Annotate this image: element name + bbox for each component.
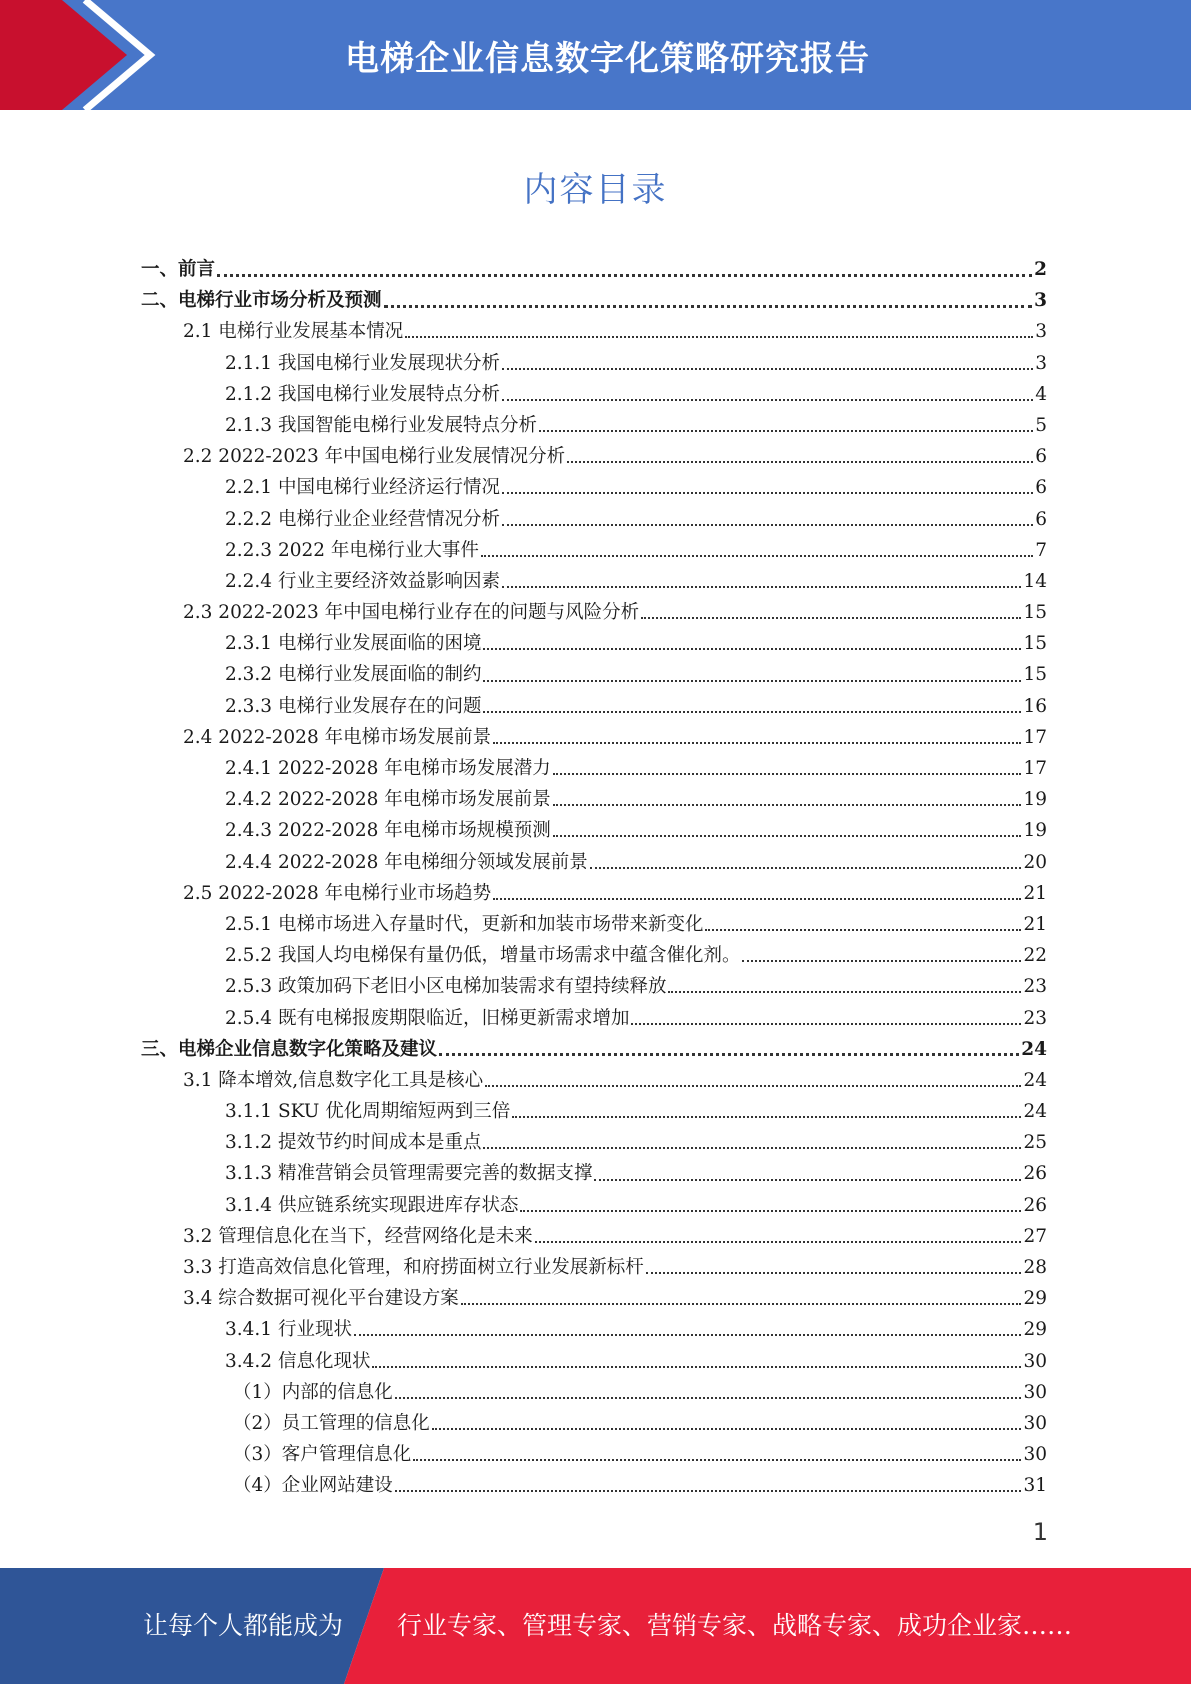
toc-dot-leader <box>646 1271 1022 1274</box>
toc-dot-leader <box>594 1178 1021 1181</box>
toc-entry[interactable] <box>141 784 1047 815</box>
toc-entry-page: 15 <box>1023 664 1047 686</box>
toc-dot-leader <box>553 834 1022 837</box>
toc-dot-leader <box>372 1365 1021 1368</box>
toc-entry-label: 2.4 2022-2028 年电梯市场发展前景 <box>183 726 492 748</box>
toc-entry[interactable] <box>141 535 1047 566</box>
toc-dot-leader <box>217 273 1032 277</box>
toc-entry[interactable] <box>141 1470 1047 1501</box>
footer-band <box>0 1568 1191 1684</box>
toc-dot-leader <box>641 616 1021 619</box>
toc-entry-label: 3.1.3 精准营销会员管理需要完善的数据支撑 <box>225 1163 593 1185</box>
toc-entry-page: 15 <box>1023 602 1047 624</box>
toc-heading: 内容目录 <box>523 170 668 210</box>
toc-entry-page: 29 <box>1023 1319 1047 1341</box>
toc-entry-page: 2 <box>1034 259 1047 280</box>
toc-entry-label: 2.3.2 电梯行业发展面临的制约 <box>225 664 482 686</box>
toc-entry-label: （4）企业网站建设 <box>233 1475 393 1497</box>
toc-entry-page: 23 <box>1023 976 1047 998</box>
toc-entry[interactable] <box>141 285 1047 316</box>
toc-dot-leader <box>432 1427 1022 1430</box>
toc-entry-label: 3.2 管理信息化在当下，经营网络化是未来 <box>183 1225 533 1247</box>
toc-entry-page: 5 <box>1035 414 1047 436</box>
toc-entry-page: 30 <box>1023 1444 1047 1466</box>
toc-entry-label: 2.5 2022-2028 年电梯行业市场趋势 <box>183 882 492 904</box>
footer-slogan-left: 让每个人都能成为 <box>143 1611 344 1640</box>
toc-entry-label: 3.1.1 SKU 优化周期缩短两到三倍 <box>225 1101 511 1123</box>
toc-dot-leader <box>483 710 1021 713</box>
toc-entry-label: 3.4 综合数据可视化平台建设方案 <box>183 1288 459 1310</box>
toc-entry-label: 2.4.1 2022-2028 年电梯市场发展潜力 <box>225 758 551 779</box>
toc-entry-label: 3.3 打造高效信息化管理，和府捞面树立行业发展新标杆 <box>183 1257 644 1278</box>
toc-entry[interactable] <box>141 504 1047 535</box>
toc-entry-label: 3.1.4 供应链系统实现跟进库存状态 <box>225 1194 519 1216</box>
toc-dot-leader <box>705 928 1021 931</box>
toc-entry-label: 3.1 降本增效,信息数字化工具是核心 <box>183 1069 484 1091</box>
toc-dot-leader <box>483 647 1021 650</box>
toc-entry[interactable] <box>141 348 1047 379</box>
report-title <box>0 0 1191 110</box>
toc-entry-label: （3）客户管理信息化 <box>233 1444 412 1466</box>
toc-entry-label: 二、电梯行业市场分析及预测 <box>141 290 382 312</box>
toc-dot-leader <box>567 460 1033 463</box>
toc-entry[interactable] <box>141 1377 1047 1408</box>
toc-entry-page: 24 <box>1023 1101 1047 1123</box>
toc-entry-page: 24 <box>1023 1069 1047 1091</box>
toc-entry-label: 2.4.4 2022-2028 年电梯细分领域发展前景 <box>225 851 588 873</box>
toc-entry-page: 19 <box>1023 789 1047 811</box>
toc-entry[interactable] <box>141 1003 1047 1034</box>
toc-entry-label: 2.2.4 行业主要经济效益影响因素 <box>225 570 500 592</box>
toc-entry[interactable] <box>141 628 1047 659</box>
toc-entry-page: 3 <box>1035 352 1047 374</box>
toc-entry-label: 2.1.2 我国电梯行业发展特点分析 <box>225 383 500 405</box>
toc-entry[interactable] <box>141 971 1047 1002</box>
toc-entry-page: 3 <box>1035 321 1047 343</box>
report-title-text: 电梯企业信息数字化策略研究报告 <box>345 38 870 79</box>
toc-entry[interactable] <box>141 597 1047 628</box>
toc-dot-leader <box>395 1396 1022 1399</box>
toc-entry[interactable] <box>141 410 1047 441</box>
toc-dot-leader <box>631 1022 1021 1025</box>
toc-entry-page: 6 <box>1035 477 1047 499</box>
toc-entry-page: 30 <box>1023 1412 1047 1434</box>
toc-entry-page: 30 <box>1023 1350 1047 1372</box>
toc-entry-label: 2.4.2 2022-2028 年电梯市场发展前景 <box>225 789 551 811</box>
toc-entry-label: 2.1.1 我国电梯行业发展现状分析 <box>225 352 500 374</box>
toc-entry-label: 2.2.3 2022 年电梯行业大事件 <box>225 539 479 561</box>
toc-entry-page: 4 <box>1035 383 1047 405</box>
toc-entry-page: 6 <box>1035 446 1047 468</box>
toc-entry[interactable] <box>141 316 1047 347</box>
toc-entry[interactable] <box>141 1127 1047 1158</box>
toc-entry[interactable] <box>141 753 1047 784</box>
toc-entry[interactable] <box>141 472 1047 503</box>
toc-entry-page: 26 <box>1023 1163 1047 1185</box>
toc-dot-leader <box>413 1458 1021 1461</box>
toc-entry-label: 2.5.4 既有电梯报废期限临近，旧梯更新需求增加 <box>225 1007 630 1029</box>
toc-entry-page: 7 <box>1035 539 1047 561</box>
toc-dot-leader <box>553 803 1022 806</box>
toc-entry-label: （2）员工管理的信息化 <box>233 1412 430 1434</box>
toc-entry-label: 3.4.2 信息化现状 <box>225 1350 371 1372</box>
toc-entry-label: 3.1.2 提效节约时间成本是重点 <box>225 1132 482 1154</box>
toc-entry-page: 21 <box>1023 882 1047 904</box>
toc-dot-leader <box>502 523 1033 526</box>
footer-slogan-right: 行业专家、管理专家、营销专家、战略专家、成功企业家…… <box>397 1611 1073 1640</box>
toc-entry-label: 2.3.3 电梯行业发展存在的问题 <box>225 695 482 717</box>
toc-entry[interactable] <box>141 940 1047 971</box>
toc-entry-page: 14 <box>1023 570 1047 592</box>
toc-entry-page: 21 <box>1023 913 1047 935</box>
toc-entry-page: 20 <box>1023 851 1047 873</box>
toc-entry[interactable] <box>141 1346 1047 1377</box>
toc-dot-leader <box>493 741 1021 744</box>
toc-entry[interactable] <box>141 909 1047 940</box>
toc-entry[interactable] <box>141 379 1047 410</box>
table-of-contents <box>141 254 1047 1502</box>
toc-entry-label: 2.2.2 电梯行业企业经营情况分析 <box>225 508 500 530</box>
toc-dot-leader <box>461 1302 1022 1305</box>
toc-dot-leader <box>502 491 1033 494</box>
toc-entry[interactable] <box>141 722 1047 753</box>
toc-dot-leader <box>439 1052 1019 1056</box>
toc-dot-leader <box>742 959 1021 962</box>
toc-dot-leader <box>502 398 1033 401</box>
toc-entry-page: 19 <box>1023 820 1047 842</box>
toc-entry[interactable] <box>141 1190 1047 1221</box>
toc-dot-leader <box>668 990 1021 993</box>
toc-entry-label: 2.1 电梯行业发展基本情况 <box>183 321 404 343</box>
toc-entry[interactable] <box>141 1252 1047 1283</box>
toc-entry[interactable] <box>141 1439 1047 1470</box>
toc-entry-page: 29 <box>1023 1288 1047 1310</box>
toc-dot-leader <box>539 429 1033 432</box>
toc-entry[interactable] <box>141 815 1047 846</box>
toc-entry-label: 一、前言 <box>141 259 216 280</box>
toc-entry-label: 2.3.1 电梯行业发展面临的困境 <box>225 633 482 655</box>
toc-entry-label: 2.3 2022-2023 年中国电梯行业存在的问题与风险分析 <box>183 602 640 624</box>
toc-entry[interactable] <box>141 441 1047 472</box>
toc-entry-label: 2.5.3 政策加码下老旧小区电梯加装需求有望持续释放 <box>225 976 667 998</box>
toc-entry-label: 三、电梯企业信息数字化策略及建议 <box>141 1038 438 1060</box>
toc-entry-page: 25 <box>1023 1132 1047 1154</box>
toc-entry-page: 16 <box>1023 695 1047 717</box>
toc-entry[interactable] <box>141 1034 1047 1065</box>
toc-entry[interactable] <box>141 254 1047 285</box>
toc-dot-leader <box>384 304 1033 308</box>
toc-dot-leader <box>485 1084 1021 1087</box>
toc-dot-leader <box>512 1115 1021 1118</box>
toc-entry[interactable] <box>141 1221 1047 1252</box>
toc-entry-label: （1）内部的信息化 <box>233 1381 393 1403</box>
toc-entry-page: 22 <box>1023 945 1047 967</box>
toc-dot-leader <box>493 897 1021 900</box>
toc-dot-leader <box>354 1333 1022 1336</box>
toc-dot-leader <box>520 1209 1021 1212</box>
toc-entry-label: 3.4.1 行业现状 <box>225 1319 352 1341</box>
toc-entry-page: 17 <box>1023 758 1047 779</box>
toc-dot-leader <box>481 554 1033 557</box>
toc-dot-leader <box>483 679 1021 682</box>
toc-entry-label: 2.2.1 中国电梯行业经济运行情况 <box>225 477 500 499</box>
toc-entry-label: 2.2 2022-2023 年中国电梯行业发展情况分析 <box>183 446 566 468</box>
report-header-band <box>0 0 1191 110</box>
toc-entry[interactable] <box>141 1314 1047 1345</box>
toc-entry[interactable] <box>141 1158 1047 1189</box>
toc-entry[interactable] <box>141 847 1047 878</box>
toc-entry-page: 30 <box>1023 1381 1047 1403</box>
toc-entry[interactable] <box>141 1408 1047 1439</box>
toc-dot-leader <box>502 585 1021 588</box>
toc-dot-leader <box>405 335 1033 338</box>
toc-entry[interactable] <box>141 659 1047 690</box>
toc-dot-leader <box>502 367 1033 370</box>
toc-entry-page: 6 <box>1035 508 1047 530</box>
toc-entry-label: 2.1.3 我国智能电梯行业发展特点分析 <box>225 414 537 436</box>
toc-dot-leader <box>553 772 1022 775</box>
toc-entry-page: 24 <box>1021 1038 1047 1060</box>
toc-entry[interactable] <box>141 1065 1047 1096</box>
toc-entry-page: 17 <box>1023 726 1047 748</box>
toc-entry[interactable] <box>141 878 1047 909</box>
toc-dot-leader <box>590 866 1022 869</box>
toc-entry-page: 28 <box>1023 1257 1047 1278</box>
toc-dot-leader <box>483 1146 1021 1149</box>
toc-entry[interactable] <box>141 566 1047 597</box>
toc-entry-page: 31 <box>1023 1475 1047 1497</box>
toc-entry-page: 27 <box>1023 1225 1047 1247</box>
toc-entry[interactable] <box>141 1096 1047 1127</box>
toc-entry-label: 2.5.1 电梯市场进入存量时代，更新和加装市场带来新变化 <box>225 913 704 935</box>
toc-entry-page: 26 <box>1023 1194 1047 1216</box>
toc-entry[interactable] <box>141 691 1047 722</box>
toc-entry-page: 23 <box>1023 1007 1047 1029</box>
page-number: 1 <box>1032 1518 1048 1546</box>
toc-entry[interactable] <box>141 1283 1047 1314</box>
toc-entry-page: 15 <box>1023 633 1047 655</box>
toc-dot-leader <box>535 1240 1022 1243</box>
toc-entry-page: 3 <box>1034 290 1047 312</box>
toc-entry-label: 2.5.2 我国人均电梯保有量仍低，增量市场需求中蕴含催化剂。 <box>225 945 741 967</box>
toc-dot-leader <box>395 1489 1022 1492</box>
toc-entry-label: 2.4.3 2022-2028 年电梯市场规模预测 <box>225 820 551 842</box>
